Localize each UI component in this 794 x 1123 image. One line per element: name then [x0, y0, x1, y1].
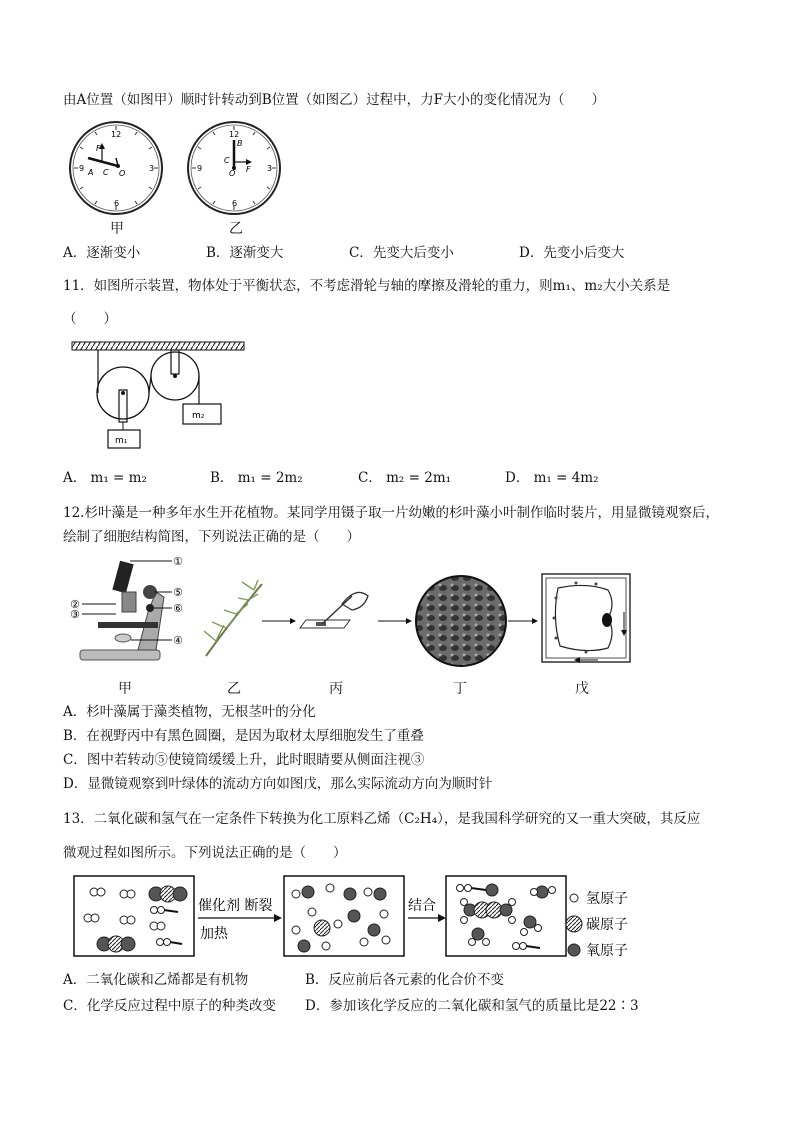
clock-jia-O: O	[119, 169, 126, 178]
q11-stem-line1: 11．如图所示装置，物体处于平衡状态，不考虑滑轮与轴的摩擦及滑轮的重力，则m₁、m₂大小关系是	[63, 278, 671, 294]
clock-yi-B: B	[237, 139, 243, 148]
marker-2: ②	[70, 598, 80, 611]
q13-stem-line2: 微观过程如图所示。下列说法正确的是（ ）	[63, 845, 347, 861]
legend-oxygen-label: 氧原子	[586, 943, 628, 959]
q12-option-b[interactable]: B．在视野丙中有黑色圆圈，是因为取材太厚细胞发生了重叠	[63, 728, 424, 744]
q13-option-c[interactable]: C．化学反应过程中原子的种类改变	[63, 998, 276, 1014]
clock-jia-6: 6	[114, 199, 120, 208]
q12-fig-label-ding: 丁	[453, 681, 467, 697]
marker-3: ③	[70, 608, 80, 621]
clock-yi-figure	[184, 118, 288, 218]
arrow1-bottom-label: 加热	[200, 926, 228, 942]
marker-5: ⑤	[173, 586, 183, 599]
reaction-micro-figure	[68, 870, 630, 962]
box-m1-label: m₁	[115, 436, 128, 446]
q11-stem-line2: （ ）	[63, 311, 117, 327]
cell-structure-figure	[536, 568, 636, 668]
q10-stem: 由A位置（如图甲）顺时针转动到B位置（如图乙）过程中，力F大小的变化情况为（ ）	[63, 92, 606, 108]
marker-6: ⑥	[173, 602, 183, 615]
clock-yi-F: F	[246, 165, 251, 174]
q12-fig-label-wu: 戊	[575, 681, 589, 697]
q13-option-b[interactable]: B．反应前后各元素的化合价不变	[305, 972, 504, 988]
legend-carbon-label: 碳原子	[586, 917, 628, 933]
q12-fig-label-yi: 乙	[227, 681, 241, 697]
clock-yi-9: 9	[197, 164, 203, 173]
q13-option-d[interactable]: D．参加该化学反应的二氧化碳和氢气的质量比是22∶3	[305, 998, 639, 1014]
plant-sprig-figure	[196, 576, 270, 664]
clock-jia-C: C	[103, 168, 109, 177]
clock-jia-3: 3	[149, 164, 155, 173]
q12-stem-line2: 绘制了细胞结构简图，下列说法正确的是（ ）	[63, 529, 360, 545]
box-m2-label: m₂	[192, 411, 205, 421]
clock-jia-9: 9	[79, 164, 85, 173]
q10-option-d[interactable]: D．先变小后变大	[519, 245, 625, 261]
arrow-right-icon	[260, 616, 300, 626]
pulley-figure	[68, 338, 248, 456]
q10-option-b[interactable]: B．逐渐变大	[206, 245, 284, 261]
marker-4: ④	[173, 634, 183, 647]
arrow-right-icon	[376, 616, 416, 626]
legend-carbon-icon	[566, 916, 582, 932]
clock-yi-3: 3	[267, 164, 273, 173]
q13-stem-line1: 13．二氧化碳和氢气在一定条件下转换为化工原料乙烯（C₂H₄），是我国科学研究的又一重大突破，其反应	[63, 811, 701, 827]
q10-fig-yi-label: 乙	[229, 221, 243, 237]
slide-preparation-figure	[294, 584, 374, 638]
q12-option-d[interactable]: D．显微镜观察到叶绿体的流动方向如图戊，那么实际流动方向为顺时针	[63, 776, 493, 792]
clock-yi-12: 12	[229, 130, 240, 139]
q12-stem-line1: 12.杉叶藻是一种多年水生开花植物。某同学用镊子取一片幼嫩的杉叶藻小叶制作临时装片，用显微镜观察后，	[63, 505, 719, 521]
q10-fig-jia-label: 甲	[110, 221, 124, 237]
clock-jia-A: A	[88, 168, 94, 177]
marker-1: ①	[173, 555, 183, 568]
clock-yi-6: 6	[232, 199, 238, 208]
q11-option-d[interactable]: D． m₁ = 4m₂	[505, 470, 599, 486]
clock-jia-F: F	[96, 144, 101, 153]
q12-option-c[interactable]: C．图中若转动⑤使镜筒缓缓上升，此时眼睛要从侧面注视③	[63, 752, 425, 768]
clock-jia-12: 12	[111, 130, 122, 139]
legend-hydrogen-label: 氢原子	[586, 891, 628, 907]
clock-yi-O: O	[229, 169, 236, 178]
q11-option-b[interactable]: B． m₁ = 2m₂	[210, 470, 303, 486]
q12-fig-label-bing: 丙	[329, 681, 343, 697]
arrow1-top-label: 催化剂 断裂	[198, 898, 273, 914]
q11-option-c[interactable]: C． m₂ = 2m₁	[358, 470, 452, 486]
q11-option-a[interactable]: A． m₁ = m₂	[63, 470, 147, 486]
q10-option-a[interactable]: A．逐渐变小	[63, 245, 141, 261]
arrow-right-icon	[506, 616, 542, 626]
q13-option-a[interactable]: A．二氧化碳和乙烯都是有机物	[63, 972, 249, 988]
q12-option-a[interactable]: A．杉叶藻属于藻类植物，无根茎叶的分化	[63, 704, 316, 720]
clock-jia-figure	[66, 118, 170, 218]
clock-yi-C: C	[224, 156, 230, 165]
microscope-view-circle	[413, 573, 509, 669]
q12-fig-label-jia: 甲	[118, 681, 132, 697]
q10-option-c[interactable]: C．先变大后变小	[349, 245, 454, 261]
legend-oxygen-icon	[568, 944, 580, 956]
legend-hydrogen-icon	[570, 894, 578, 902]
microscope-figure	[68, 552, 198, 670]
arrow2-top-label: 结合	[408, 898, 436, 914]
